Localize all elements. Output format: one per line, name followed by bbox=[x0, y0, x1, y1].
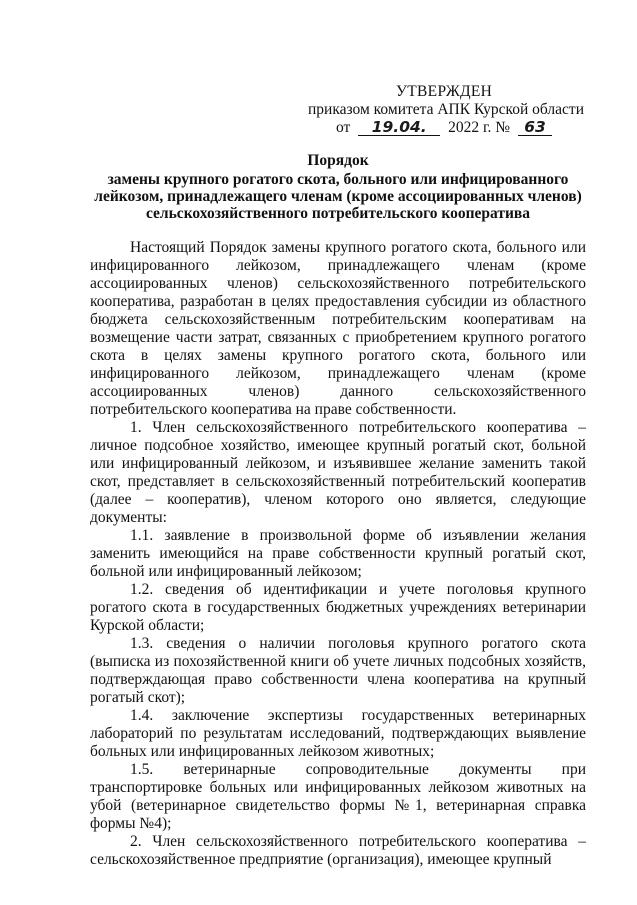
paragraph-item-1-2: 1.2. сведения об идентификации и учете поголовья крупного рогатого скота в государственных бюджетных учреждениях ветеринарии Курской области; bbox=[90, 581, 586, 634]
approval-block bbox=[300, 83, 590, 137]
approval-stamp: УТВЕРЖДЕН bbox=[396, 83, 493, 100]
year-number-label: 2022 г. № bbox=[448, 119, 511, 136]
paragraph-item-1-3: 1.3. сведения о наличии поголовья крупного рогатого скота (выписка из похозяйственной книги об учете личных подсобных хозяйств, подтверждающая право собственности члена кооператива на крупный рогатый скот); bbox=[90, 635, 586, 706]
handwritten-number: 63 bbox=[518, 120, 552, 136]
approval-date-line bbox=[300, 119, 590, 137]
paragraph-intro: Настоящий Порядок замены крупного рогатого скота, больного или инфицированного лейкозом, принадлежащего членам (кроме ассоциированных членов) сельскохозяйственного потребительского кооператива, разработан в целях предоставления субсидии из областного бюджета сельскохозяйственным потребительским кооперативам на возмещение части затрат, связанных с приобретением крупного рогатого скота в целях замены крупного рогатого скота, больного или инфицированного лейкозом, принадлежащего членам (кроме ассоциированных членов) данного сельскохозяйственного потребительского кооператива на праве собственности. bbox=[90, 239, 586, 418]
approval-order-line: приказом комитета АПК Курской области bbox=[308, 101, 584, 118]
title-line-1: замены крупного рогатого скота, больного или инфицированного bbox=[107, 171, 569, 188]
title-line-2: лейкозом, принадлежащего членам (кроме ассоциированных членов) bbox=[94, 188, 582, 205]
paragraph-item-1-5: 1.5. ветеринарные сопроводительные документы при транспортировке больных или инфицированных лейкозом животных на убой (ветеринарное свидетельство формы №1, ветеринарная справка формы №4); bbox=[90, 761, 586, 832]
paragraph-item-1: 1. Член сельскохозяйственного потребительского кооператива – личное подсобное хозяйство, имеющее крупный рогатый скот, больной или инфицированный лейкозом, и изъявившее желание заменить такой скот, представляет в сельскохозяйственный потребительский кооператив (далее – кооператив), членом которого оно является, следующие документы: bbox=[90, 419, 586, 526]
paragraph-item-2: 2. Член сельскохозяйственного потребительского кооператива – сельскохозяйственное предприятие (организация), имеющее крупный bbox=[90, 833, 586, 868]
title-line-3: сельскохозяйственного потребительского кооператива bbox=[145, 205, 531, 222]
paragraph-item-1-4: 1.4. заключение экспертизы государственных ветеринарных лабораторий по результатам исследований, подтверждающих выявление больных или инфицированных лейкозом животных; bbox=[90, 707, 586, 760]
document-title bbox=[90, 152, 586, 222]
document-name: Порядок bbox=[307, 152, 369, 169]
document-body bbox=[90, 239, 586, 869]
paragraph-item-1-1: 1.1. заявление в произвольной форме об изъявлении желания заменить имеющийся на праве собственности крупный рогатый скот, больной или инфицированный лейкозом; bbox=[90, 527, 586, 580]
handwritten-date: 19.04. bbox=[358, 120, 440, 136]
date-prefix: от bbox=[336, 119, 351, 136]
